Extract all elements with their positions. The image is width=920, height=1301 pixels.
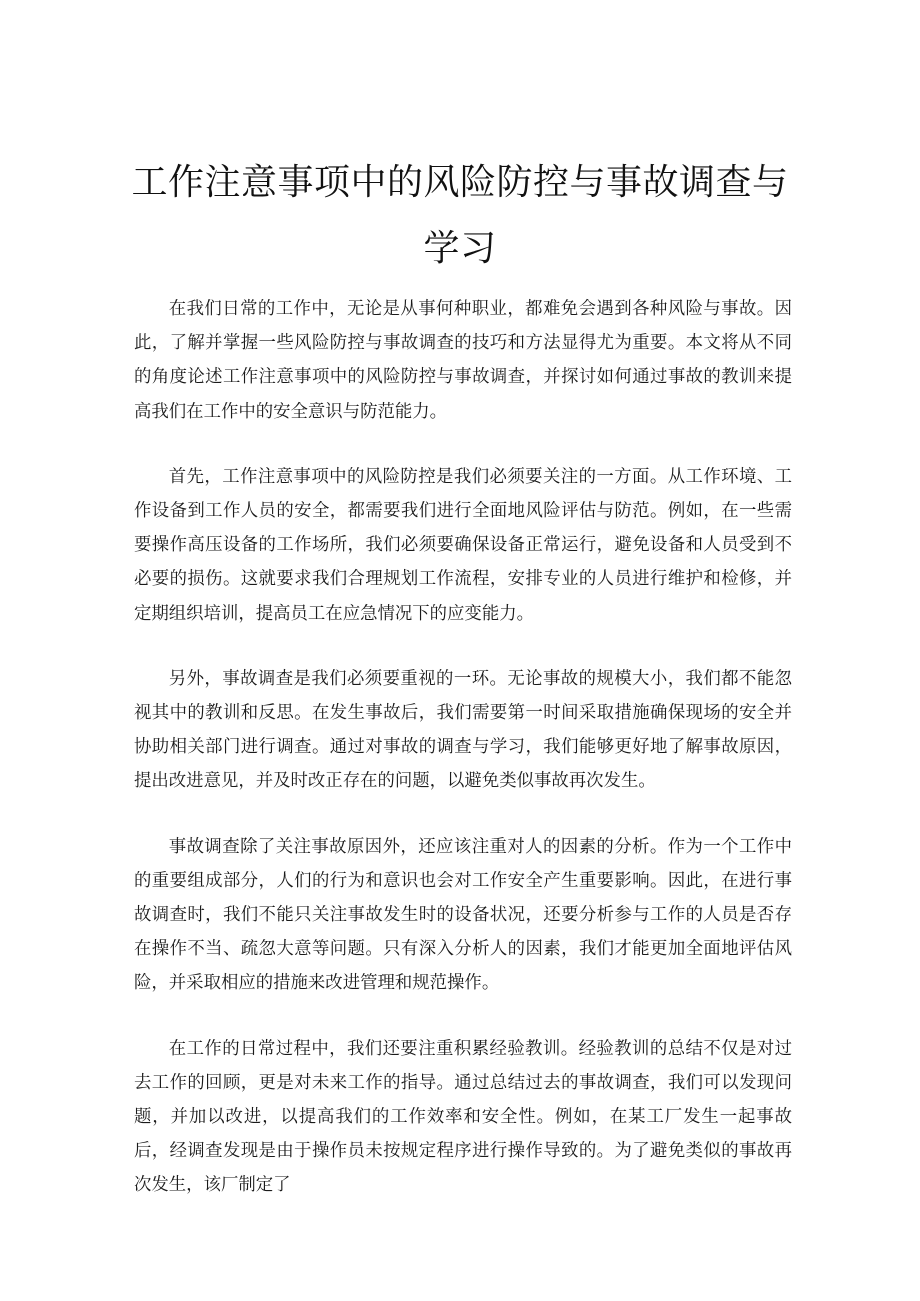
paragraph-5: 在工作的日常过程中，我们还要注重积累经验教训。经验教训的总结不仅是对过去工作的回顾，更是对未来工作的指导。通过总结过去的事故调查，我们可以发现问题，并加以改进，以提高我们的工作效率和安全性。例如，在某工厂发生一起事故后，经调查发现是由于操作员未按规定程序进行操作导致的。为了避免类似的事故再次发生，该厂制定了 bbox=[134, 1038, 792, 1196]
document-title: 工作注意事项中的风险防控与事故调查与学习 bbox=[131, 162, 789, 269]
paragraph-4: 事故调查除了关注事故原因外，还应该注重对人的因素的分析。作为一个工作中的重要组成部分，人们的行为和意识也会对工作安全产生重要影响。因此，在进行事故调查时，我们不能只关注事故发生时的设备状况，还要分析参与工作的人员是否存在操作不当、疏忽大意等问题。只有深入分析人的因素，我们才能更加全面地评估风险，并采取相应的措施来改进管理和规范操作。 bbox=[134, 836, 792, 994]
document-body bbox=[134, 292, 792, 1234]
paragraph-3: 另外，事故调查是我们必须要重视的一环。无论事故的规模大小，我们都不能忽视其中的教训和反思。在发生事故后，我们需要第一时间采取措施确保现场的安全并协助相关部门进行调查。通过对事故的调查与学习，我们能够更好地了解事故原因，提出改进意见，并及时改正存在的问题，以避免类似事故再次发生。 bbox=[134, 668, 792, 792]
paragraph-2: 首先，工作注意事项中的风险防控是我们必须要关注的一方面。从工作环境、工作设备到工作人员的安全，都需要我们进行全面地风险评估与防范。例如，在一些需要操作高压设备的工作场所，我们必须要确保设备正常运行，避免设备和人员受到不必要的损伤。这就要求我们合理规划工作流程，安排专业的人员进行维护和检修，并定期组织培训，提高员工在应急情况下的应变能力。 bbox=[134, 466, 792, 624]
paragraph-1: 在我们日常的工作中，无论是从事何种职业，都难免会遇到各种风险与事故。因此，了解并掌握一些风险防控与事故调查的技巧和方法显得尤为重要。本文将从不同的角度论述工作注意事项中的风险防控与事故调查，并探讨如何通过事故的教训来提高我们在工作中的安全意识与防范能力。 bbox=[134, 299, 792, 422]
